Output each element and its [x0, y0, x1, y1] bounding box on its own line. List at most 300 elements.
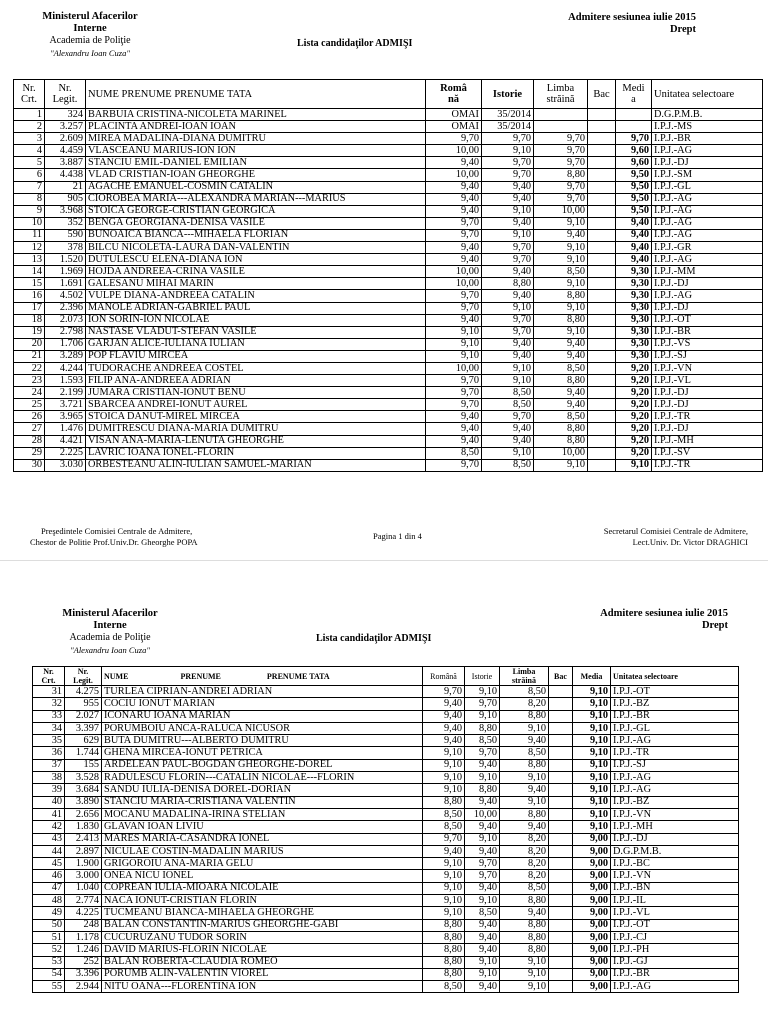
table-row	[14, 387, 763, 399]
cell-medie: 9,40	[616, 254, 652, 266]
cell-nr-legit: 248	[65, 919, 102, 931]
cell-bac	[549, 882, 573, 894]
cell-limba: 8,80	[500, 919, 549, 931]
table-row	[33, 833, 739, 845]
cell-romana: 9,70	[426, 459, 482, 471]
cell-bac	[588, 169, 616, 181]
cell-nr-crt: 4	[14, 145, 45, 157]
cell-medie: 9,10	[573, 686, 611, 698]
cell-medie: 9,10	[573, 784, 611, 796]
cell-limba: 8,80	[500, 895, 549, 907]
cell-romana: 9,70	[426, 302, 482, 314]
cell-name: AGACHE EMANUEL-COSMIN CATALIN	[86, 181, 426, 193]
cell-name: STOICA DANUT-MIREL MIRCEA	[86, 411, 426, 423]
cell-name: GLAVAN IOAN LIVIU	[102, 821, 423, 833]
cell-medie: 9,10	[616, 459, 652, 471]
cell-bac	[549, 956, 573, 968]
table-row	[14, 181, 763, 193]
cell-istorie: 9,10	[482, 362, 534, 374]
cell-nr-legit: 2.944	[65, 981, 102, 993]
cell-nr-legit: 2.396	[45, 302, 86, 314]
cell-medie: 9,00	[573, 956, 611, 968]
cell-nr-legit: 955	[65, 698, 102, 710]
col-nr-crt: Nr. Crt.	[14, 80, 45, 109]
cell-bac	[588, 278, 616, 290]
cell-nr-legit: 352	[45, 217, 86, 229]
table-row	[14, 411, 763, 423]
cell-nr-legit: 1.520	[45, 254, 86, 266]
cell-medie: 9,00	[573, 944, 611, 956]
table-row	[33, 968, 739, 980]
cell-limba: 9,40	[500, 907, 549, 919]
cell-nr-crt: 7	[14, 181, 45, 193]
cell-name: GARJAN ALICE-IULIANA IULIAN	[86, 338, 426, 350]
cell-limba: 10,00	[534, 205, 588, 217]
cell-bac	[588, 387, 616, 399]
cell-name: TUCMEANU BIANCA-MIHAELA GHEORGHE	[102, 907, 423, 919]
cell-nr-crt: 33	[33, 710, 65, 722]
cell-bac	[588, 411, 616, 423]
cell-name: VLAD CRISTIAN-IOAN GHEORGHE	[86, 169, 426, 181]
cell-name: ICONARU IOANA MARIAN	[102, 710, 423, 722]
cell-medie: 9,00	[573, 919, 611, 931]
cell-limba: 9,40	[534, 229, 588, 241]
cell-istorie: 9,70	[465, 870, 500, 882]
cell-istorie: 8,50	[465, 735, 500, 747]
cell-medie: 9,20	[616, 423, 652, 435]
cell-unitate: I.P.J.-AG	[652, 217, 763, 229]
col-name-nume: NUME	[104, 671, 129, 681]
cell-medie: 9,50	[616, 205, 652, 217]
cell-bac	[549, 722, 573, 734]
cell-name: BILCU NICOLETA-LAURA DAN-VALENTIN	[86, 242, 426, 254]
cell-nr-legit: 4.275	[65, 686, 102, 698]
cell-unitate: I.P.J.-VN	[652, 362, 763, 374]
cell-nr-legit: 3.000	[65, 870, 102, 882]
cell-medie: 9,10	[573, 722, 611, 734]
cell-bac	[549, 944, 573, 956]
cell-nr-legit: 1.969	[45, 266, 86, 278]
cell-nr-crt: 28	[14, 435, 45, 447]
cell-istorie: 9,40	[465, 944, 500, 956]
cell-unitate: I.P.J.-AG	[611, 981, 739, 993]
cell-nr-legit: 252	[65, 956, 102, 968]
cell-istorie: 9,10	[482, 229, 534, 241]
cell-limba: 8,50	[500, 882, 549, 894]
president-signature	[30, 526, 198, 548]
cell-istorie: 8,50	[465, 907, 500, 919]
cell-unitate: I.P.J.-MH	[652, 435, 763, 447]
ministry-header-2	[40, 608, 180, 657]
cell-istorie: 9,70	[482, 411, 534, 423]
cell-unitate: I.P.J.-SM	[652, 169, 763, 181]
cell-name: CIOROBEA MARIA---ALEXANDRA MARIAN---MARIUS	[86, 193, 426, 205]
cell-bac	[588, 338, 616, 350]
cell-limba: 10,00	[534, 447, 588, 459]
cell-bac	[549, 808, 573, 820]
list-title-2: Lista candidaţilor ADMIŞI	[316, 633, 432, 644]
cell-name: HOJDA ANDREEA-CRINA VASILE	[86, 266, 426, 278]
col-name: NUME PRENUME PRENUME TATA	[86, 80, 426, 109]
cell-name: MARES MARIA-CASANDRA IONEL	[102, 833, 423, 845]
cell-romana: 9,10	[423, 772, 465, 784]
cell-istorie: 9,10	[482, 447, 534, 459]
cell-nr-legit: 3.721	[45, 399, 86, 411]
cell-name: STOICA GEORGE-CRISTIAN GEORGICA	[86, 205, 426, 217]
cell-limba: 8,50	[534, 266, 588, 278]
cell-nr-crt: 51	[33, 931, 65, 943]
cell-unitate: I.P.J.-TR	[652, 459, 763, 471]
table-row	[14, 423, 763, 435]
cell-bac	[588, 447, 616, 459]
cell-romana: 8,80	[423, 944, 465, 956]
cell-bac	[588, 193, 616, 205]
cell-nr-legit: 3.528	[65, 772, 102, 784]
cell-romana: 8,80	[423, 796, 465, 808]
cell-nr-legit: 2.225	[45, 447, 86, 459]
table-row	[33, 759, 739, 771]
cell-romana: 9,40	[423, 698, 465, 710]
cell-nr-legit: 3.289	[45, 350, 86, 362]
cell-istorie: 8,50	[482, 399, 534, 411]
table-row	[14, 193, 763, 205]
cell-limba: 8,80	[500, 931, 549, 943]
cell-bac	[549, 747, 573, 759]
cell-bac	[588, 350, 616, 362]
cell-unitate: I.P.J.-OT	[611, 686, 739, 698]
table-row	[14, 350, 763, 362]
academy-name: Academia de Poliţie	[69, 632, 151, 643]
cell-unitate: I.P.J.-DJ	[652, 387, 763, 399]
cell-nr-legit: 3.684	[65, 784, 102, 796]
cell-romana: 9,70	[426, 229, 482, 241]
table-row	[33, 882, 739, 894]
ministry-line-2: Interne	[73, 23, 107, 34]
page-2	[0, 600, 768, 1024]
cell-istorie: 9,70	[482, 169, 534, 181]
cell-bac	[549, 759, 573, 771]
cell-nr-legit: 1.830	[65, 821, 102, 833]
page-number: Pagina 1 din 4	[373, 531, 422, 541]
cell-medie: 9,20	[616, 447, 652, 459]
cell-unitate: D.G.P.M.B.	[611, 845, 739, 857]
table-row	[14, 447, 763, 459]
cell-romana: 9,40	[423, 722, 465, 734]
cell-name: STANCIU EMIL-DANIEL EMILIAN	[86, 157, 426, 169]
cell-nr-crt: 3	[14, 133, 45, 145]
cell-limba: 9,10	[500, 956, 549, 968]
cell-name: LAVRIC IOANA IONEL-FLORIN	[86, 447, 426, 459]
cell-unitate: I.P.J.-VL	[652, 375, 763, 387]
table-row	[33, 981, 739, 993]
cell-nr-legit: 590	[45, 229, 86, 241]
cell-istorie: 35/2014	[482, 121, 534, 133]
cell-medie: 9,20	[616, 387, 652, 399]
cell-medie: 9,50	[616, 193, 652, 205]
cell-nr-crt: 35	[33, 735, 65, 747]
cell-romana: 9,10	[426, 338, 482, 350]
cell-name: GALESANU MIHAI MARIN	[86, 278, 426, 290]
cell-unitate: I.P.J.-AG	[652, 145, 763, 157]
cell-bac	[549, 858, 573, 870]
cell-medie: 9,10	[573, 759, 611, 771]
cell-medie: 9,00	[573, 858, 611, 870]
cell-nr-crt: 31	[33, 686, 65, 698]
col-unitate: Unitatea selectoare	[611, 667, 739, 686]
cell-istorie: 9,40	[465, 882, 500, 894]
cell-istorie: 9,40	[465, 759, 500, 771]
cell-medie: 9,30	[616, 326, 652, 338]
cell-istorie: 9,70	[465, 858, 500, 870]
table-row	[14, 169, 763, 181]
cell-limba: 9,10	[534, 254, 588, 266]
cell-istorie: 9,40	[482, 217, 534, 229]
cell-bac	[588, 326, 616, 338]
cell-istorie: 9,70	[482, 157, 534, 169]
cell-bac	[588, 290, 616, 302]
col-romana: Română	[423, 667, 465, 686]
cell-medie: 9,70	[616, 133, 652, 145]
cell-unitate: I.P.J.-BC	[611, 858, 739, 870]
cell-unitate: I.P.J.-BR	[652, 326, 763, 338]
cell-istorie: 9,40	[465, 821, 500, 833]
table-row	[33, 784, 739, 796]
cell-unitate: I.P.J.-TR	[611, 747, 739, 759]
cell-nr-crt: 5	[14, 157, 45, 169]
cell-name: NACA IONUT-CRISTIAN FLORIN	[102, 895, 423, 907]
cell-bac	[588, 109, 616, 121]
cell-nr-crt: 17	[14, 302, 45, 314]
cell-bac	[549, 845, 573, 857]
cell-nr-legit: 1.744	[65, 747, 102, 759]
table-row	[33, 845, 739, 857]
cell-romana: 10,00	[426, 278, 482, 290]
cell-medie	[616, 121, 652, 133]
cell-romana: 9,70	[426, 290, 482, 302]
cell-medie: 9,40	[616, 242, 652, 254]
cell-romana: OMAI	[426, 109, 482, 121]
table-row	[33, 735, 739, 747]
session-header-2	[600, 608, 728, 632]
cell-nr-crt: 44	[33, 845, 65, 857]
cell-name: PORUMB ALIN-VALENTIN VIOREL	[102, 968, 423, 980]
cell-nr-legit: 2.897	[65, 845, 102, 857]
cell-istorie: 8,80	[465, 784, 500, 796]
table-row	[14, 205, 763, 217]
cell-unitate: I.P.J.-MS	[652, 121, 763, 133]
cell-nr-legit: 4.459	[45, 145, 86, 157]
cell-romana: 9,40	[426, 435, 482, 447]
table-row	[33, 821, 739, 833]
cell-romana: 9,40	[426, 423, 482, 435]
cell-limba: 8,20	[500, 845, 549, 857]
cell-nr-crt: 20	[14, 338, 45, 350]
cell-limba: 8,80	[500, 710, 549, 722]
cell-bac	[588, 254, 616, 266]
cell-romana: 9,10	[423, 759, 465, 771]
academy-name: Academia de Poliţie	[49, 35, 131, 46]
cell-unitate: I.P.J.-DJ	[611, 833, 739, 845]
cell-istorie: 9,40	[465, 919, 500, 931]
cell-nr-legit: 4.502	[45, 290, 86, 302]
table-body-page-1	[14, 109, 763, 472]
cell-nr-legit: 21	[45, 181, 86, 193]
cell-unitate: I.P.J.-BZ	[611, 698, 739, 710]
table-header-row	[14, 80, 763, 109]
cell-romana: 9,40	[426, 193, 482, 205]
cell-medie: 9,20	[616, 411, 652, 423]
cell-name: COCIU IONUT MARIAN	[102, 698, 423, 710]
cell-medie: 9,20	[616, 375, 652, 387]
cell-bac	[588, 314, 616, 326]
cell-limba: 9,40	[534, 387, 588, 399]
cell-nr-crt: 55	[33, 981, 65, 993]
cell-limba	[534, 109, 588, 121]
cell-limba: 9,10	[534, 278, 588, 290]
cell-nr-legit: 3.030	[45, 459, 86, 471]
cell-istorie: 8,50	[482, 387, 534, 399]
cell-nr-crt: 2	[14, 121, 45, 133]
cell-nr-legit: 3.965	[45, 411, 86, 423]
cell-bac	[549, 931, 573, 943]
cell-name: DUTULESCU ELENA-DIANA ION	[86, 254, 426, 266]
president-name: Chestor de Politie Prof.Univ.Dr. Gheorghe POPA	[30, 537, 198, 547]
cell-unitate: I.P.J.-OT	[611, 919, 739, 931]
cell-medie: 9,50	[616, 169, 652, 181]
cell-unitate: I.P.J.-DJ	[652, 302, 763, 314]
cell-nr-crt: 40	[33, 796, 65, 808]
cell-istorie: 9,10	[482, 205, 534, 217]
cell-romana: 8,80	[423, 968, 465, 980]
cell-romana: 8,50	[423, 821, 465, 833]
cell-limba	[534, 121, 588, 133]
cell-istorie: 9,70	[465, 698, 500, 710]
cell-name: COPREAN IULIA-MIOARA NICOLAIE	[102, 882, 423, 894]
cell-name: CUCURUZANU TUDOR SORIN	[102, 931, 423, 943]
cell-nr-crt: 36	[33, 747, 65, 759]
cell-romana: 9,10	[423, 870, 465, 882]
cell-nr-crt: 32	[33, 698, 65, 710]
cell-romana: 9,10	[423, 882, 465, 894]
cell-bac	[549, 784, 573, 796]
cell-nr-legit: 2.199	[45, 387, 86, 399]
cell-istorie: 9,40	[465, 981, 500, 993]
cell-unitate: I.P.J.-AG	[611, 784, 739, 796]
cell-romana: 9,40	[423, 845, 465, 857]
table-row	[14, 145, 763, 157]
cell-istorie: 9,40	[482, 181, 534, 193]
cell-romana: 8,80	[423, 956, 465, 968]
cell-unitate: I.P.J.-BR	[652, 133, 763, 145]
cell-medie	[616, 109, 652, 121]
cell-istorie: 9,10	[465, 833, 500, 845]
cell-nr-crt: 30	[14, 459, 45, 471]
cell-unitate: I.P.J.-VN	[611, 870, 739, 882]
cell-istorie: 9,40	[482, 423, 534, 435]
col-limba-straina: Limba străină	[500, 667, 549, 686]
cell-unitate: I.P.J.-AG	[652, 193, 763, 205]
cell-unitate: I.P.J.-DJ	[652, 399, 763, 411]
cell-limba: 8,20	[500, 870, 549, 882]
cell-nr-crt: 19	[14, 326, 45, 338]
cell-bac	[588, 423, 616, 435]
cell-romana: 9,40	[423, 735, 465, 747]
cell-romana: 8,50	[426, 447, 482, 459]
cell-limba: 9,10	[500, 796, 549, 808]
cell-nr-legit: 3.887	[45, 157, 86, 169]
cell-name: FILIP ANA-ANDREEA ADRIAN	[86, 375, 426, 387]
cell-name: ONEA NICU IONEL	[102, 870, 423, 882]
cell-bac	[588, 217, 616, 229]
cell-istorie: 9,10	[482, 145, 534, 157]
cell-unitate: I.P.J.-BZ	[611, 796, 739, 808]
cell-nr-legit: 3.396	[65, 968, 102, 980]
cell-nr-legit: 1.593	[45, 375, 86, 387]
cell-bac	[588, 302, 616, 314]
cell-nr-legit: 1.040	[65, 882, 102, 894]
cell-nr-crt: 11	[14, 229, 45, 241]
cell-nr-crt: 23	[14, 375, 45, 387]
cell-nr-crt: 18	[14, 314, 45, 326]
cell-unitate: I.P.J.-DJ	[652, 278, 763, 290]
table-row	[33, 686, 739, 698]
col-limba-straina: Limba străină	[534, 80, 588, 109]
table-row	[14, 302, 763, 314]
cell-bac	[588, 435, 616, 447]
cell-limba: 8,80	[500, 808, 549, 820]
cell-limba: 8,20	[500, 858, 549, 870]
cell-nr-legit: 4.244	[45, 362, 86, 374]
cell-nr-legit: 155	[65, 759, 102, 771]
cell-bac	[549, 821, 573, 833]
table-row	[33, 907, 739, 919]
cell-istorie: 9,70	[482, 242, 534, 254]
cell-romana: 9,10	[423, 858, 465, 870]
cell-unitate: I.P.J.-AG	[652, 205, 763, 217]
cell-istorie: 9,10	[465, 956, 500, 968]
cell-unitate: I.P.J.-DJ	[652, 157, 763, 169]
cell-nr-crt: 27	[14, 423, 45, 435]
cell-romana: OMAI	[426, 121, 482, 133]
session-label: Admitere sesiunea iulie 2015	[568, 12, 696, 23]
table-row	[14, 266, 763, 278]
cell-romana: 9,40	[426, 157, 482, 169]
cell-unitate: I.P.J.-BR	[611, 968, 739, 980]
cell-limba: 8,50	[534, 362, 588, 374]
cell-name: BUTA DUMITRU---ALBERTO DUMITRU	[102, 735, 423, 747]
col-bac: Bac	[588, 80, 616, 109]
table-row	[33, 722, 739, 734]
cell-istorie: 9,70	[482, 133, 534, 145]
cell-nr-legit: 1.691	[45, 278, 86, 290]
cell-nr-crt: 46	[33, 870, 65, 882]
col-name-prenume: PRENUME	[180, 671, 221, 681]
cell-limba: 9,10	[534, 459, 588, 471]
cell-nr-crt: 21	[14, 350, 45, 362]
session-header	[568, 12, 696, 36]
cell-unitate: I.P.J.-PH	[611, 944, 739, 956]
cell-romana: 8,50	[423, 808, 465, 820]
cell-name: JUMARA CRISTIAN-IONUT BENU	[86, 387, 426, 399]
col-media: Media	[573, 667, 611, 686]
cell-limba: 8,80	[534, 169, 588, 181]
cell-istorie: 9,40	[482, 338, 534, 350]
cell-medie: 9,30	[616, 314, 652, 326]
cell-limba: 9,40	[534, 350, 588, 362]
table-header-row	[33, 667, 739, 686]
cell-medie: 9,00	[573, 882, 611, 894]
cell-bac	[588, 266, 616, 278]
